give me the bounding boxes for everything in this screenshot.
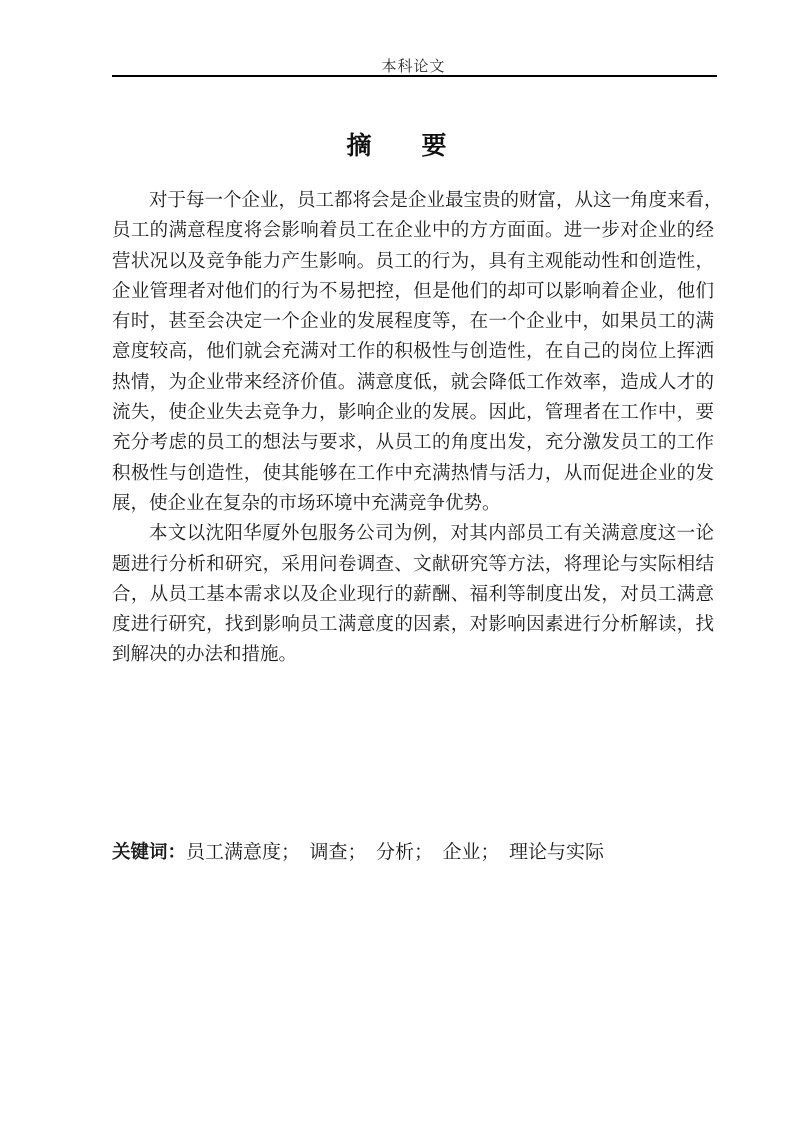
paragraph-line: 流失，使企业失去竞争力，影响企业的发展。因此，管理者在工作中，要: [112, 403, 714, 424]
paragraph-line: 热情，为企业带来经济价值。满意度低，就会降低工作效率，造成人才的: [112, 372, 714, 393]
abstract-title: 摘 要: [346, 133, 447, 160]
paragraph-line: 度进行研究，找到影响员工满意度的因素，对影响因素进行分析解读，找: [112, 615, 714, 636]
paragraph-line: 到解决的办法和措施。: [112, 645, 298, 666]
paragraph-line: 意度较高，他们就会充满对工作的积极性与创造性，在自己的岗位上挥洒: [112, 342, 714, 363]
paragraph-line: 题进行分析和研究，采用问卷调查、文献研究等方法，将理论与实际相结: [112, 554, 714, 575]
paragraph: [112, 186, 723, 519]
header-rule: [112, 75, 717, 77]
paragraph-line: 积极性与创造性，使其能够在工作中充满热情与活力，从而促进企业的发: [112, 463, 714, 484]
paragraph-line: 合，从员工基本需求以及企业现行的薪酬、福利等制度出发，对员工满意: [112, 584, 714, 605]
paragraph-line: 充分考虑的员工的想法与要求，从员工的角度出发，充分激发员工的工作: [112, 433, 714, 454]
paragraph-line: 展，使企业在复杂的市场环境中充满竞争优势。: [112, 493, 501, 514]
paragraph-line: 员工的满意程度将会影响着员工在企业中的方方面面。进一步对企业的经: [112, 221, 714, 242]
abstract-body: [112, 186, 723, 671]
paragraph-line: 企业管理者对他们的行为不易把控，但是他们的却可以影响着企业，他们: [112, 281, 714, 302]
paragraph: [112, 519, 714, 670]
keywords-label: 关键词：: [112, 841, 187, 862]
keywords-text: 员工满意度； 调查； 分析； 企业； 理论与实际: [186, 842, 605, 863]
paragraph-line: 营状况以及竞争能力产生影响。员工的行为，具有主观能动性和创造性，: [112, 251, 714, 272]
paragraph-line: 对于每一个企业，员工都将会是企业最宝贵的财富，从这一角度来看，: [149, 191, 723, 211]
running-header: 本科论文: [381, 59, 446, 75]
keywords-line: [112, 838, 752, 867]
paragraph-line: 本文以沈阳华厦外包服务公司为例，对其内部员工有关满意度这一论: [149, 524, 714, 545]
paragraph-line: 有时，甚至会决定一个企业的发展程度等，在一个企业中，如果员工的满: [112, 312, 714, 333]
